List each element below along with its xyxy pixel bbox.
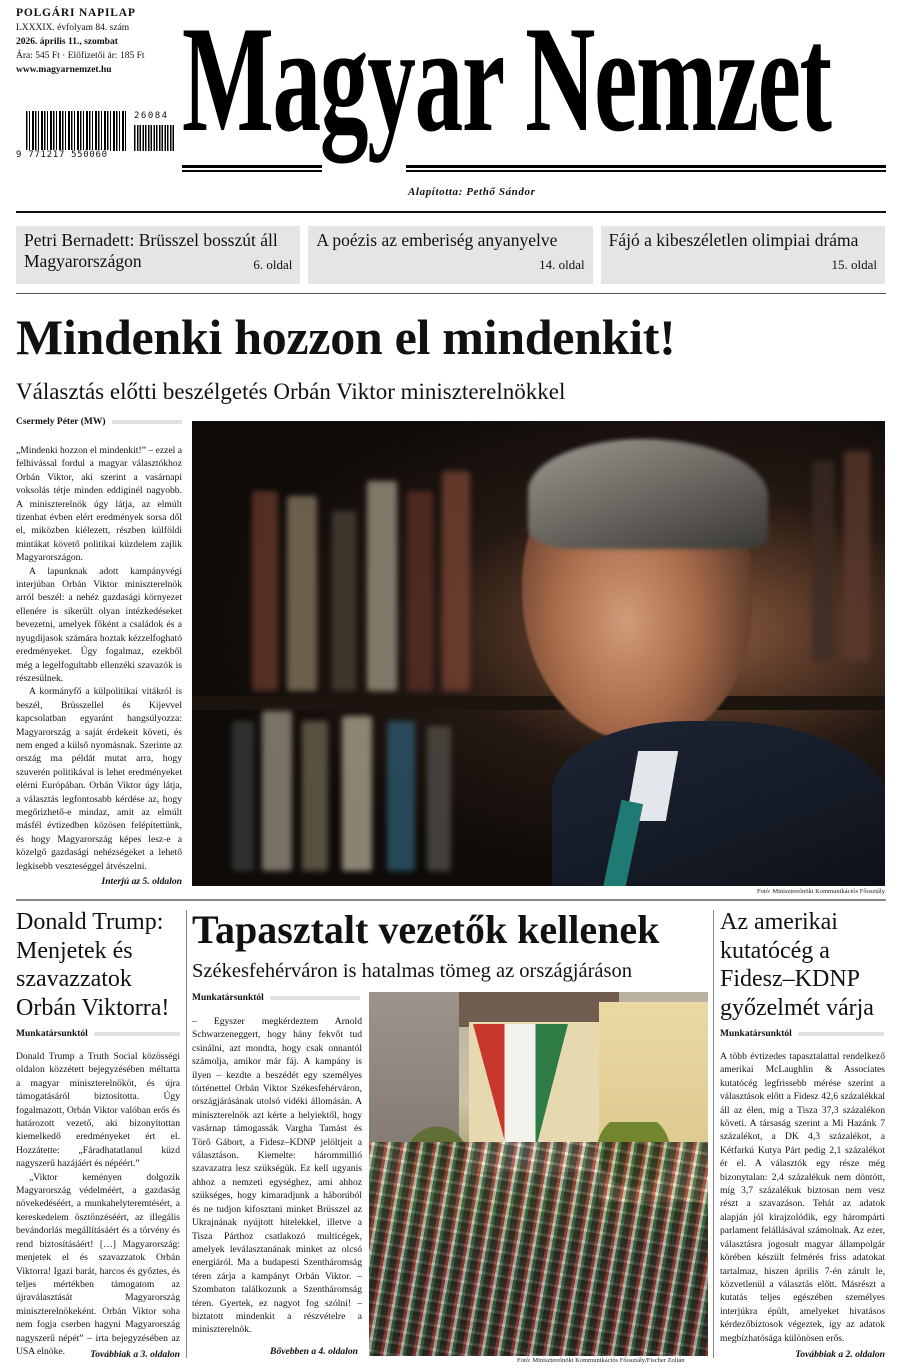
left-continuation-link[interactable]: Továbbiak a 3. oldalon (90, 1349, 180, 1360)
barcode-ean: 9 771217 550060 (16, 150, 108, 160)
crowd-photo (369, 992, 708, 1356)
photo-book (252, 491, 278, 691)
right-story-headline: Az amerikai kutatócég a Fidesz–KDNP győzelmét várja (720, 909, 874, 1021)
photo-book (387, 721, 415, 871)
photo-book (442, 471, 470, 691)
barcode (16, 111, 171, 159)
byline-bar (798, 1032, 884, 1036)
center-byline-row (192, 993, 360, 1003)
column-divider (186, 910, 187, 1358)
teaser-title: Fájó a kibeszéletlen olimpiai dráma (608, 230, 859, 250)
teaser-rule (16, 293, 886, 294)
paper-type: POLGÁRI NAPILAP (16, 7, 136, 19)
nameplate (182, 0, 886, 167)
crowd-photo-credit: Fotó: Miniszterelnöki Kommunikációs Főosztály/Fischer Zoltán (517, 1357, 685, 1364)
lead-paragraph: A kormányfő a külpolitikai vitákról is beszél, Brüsszellel és Kijevvel kapcsolatban egyaránt hangsúlyozza: Magyarország a saját érdekeit követi, és nem enged a külső nyomásnak. Szerinte az ország ma példát mutat arra, hogy szuverén politikával is lehet eredményeket elérni Európában. Orbán Viktor úgy látja, a választás legfontosabb kérdése az, hogy megőrizhető-e mindaz, amit az elmúlt másfél évtizedben közösen felépítettünk, és hogy Magyarország képes lesz-e a közelgő gazdasági nehézségeket a lehető legkisebb veszteséggel átvészelni. (16, 686, 182, 872)
left-paragraph: Donald Trump a Truth Social közösségi oldalon közzétett bejegyzésében méltatta a magyar miniszterelnököt, és újra támogatásáról biztosította. Úgy fogalmazott, Orbán Viktor valóban erős és határozott vezető, aki bizonyítottan kiemelkedő eredményeket ért el. Hozzátette: „Fáradhatatlanul küzd nagyszerű hazájáért és népéért.” (16, 1051, 180, 1170)
center-story-body (192, 1015, 362, 1337)
masthead-bottom-rule (16, 211, 886, 213)
photo-book (342, 716, 372, 871)
lead-bottom-rule (16, 899, 886, 901)
issue-date: 2026. április 11., szombat (16, 37, 118, 47)
barcode-addon: 26084 (134, 111, 169, 121)
lead-continuation-link[interactable]: Interjú az 5. oldalon (101, 876, 182, 887)
photo-building (369, 992, 459, 1142)
lead-byline: Csermely Péter (MW) (16, 417, 106, 427)
barcode-addon-bars (134, 125, 174, 151)
founder-line: Alapította: Pethő Sándor (408, 186, 536, 198)
column-divider (713, 910, 714, 1358)
center-story-deck: Székesfehérváron is hatalmas tömeg az országjáráson (192, 960, 632, 982)
volume-number: LXXXIX. évfolyam 84. szám (16, 23, 130, 33)
lead-photo-credit: Fotó: Miniszterelnöki Kommunikációs Főosztály (756, 888, 885, 895)
byline-bar (94, 1032, 180, 1036)
teaser-item[interactable] (601, 226, 885, 284)
left-story-headline: Donald Trump: Menjetek és szavazzatok Orbán Viktorra! (16, 909, 170, 1021)
lead-paragraph: A lapunknak adott kampányvégi interjúban Orbán Viktor miniszterelnök arról beszél: a nehéz gazdasági környezet ellenére is sikerült olyan intézkedéseket bevezetni, amelyek főként a családok és a nyugdíjasok számára hoztak kézzelfogható eredményeket. Úgy fogalmaz, ezekből még a legelfogultabb ellenzéki szavazók is részesülnek. (16, 565, 182, 684)
teaser-page: 14. oldal (539, 257, 585, 272)
center-byline: Munkatársunktól (192, 993, 264, 1003)
right-byline-row (720, 1029, 884, 1039)
website-link[interactable]: www.magyarnemzet.hu (16, 65, 112, 75)
teaser-item[interactable] (308, 226, 592, 284)
left-story-body (16, 1050, 180, 1358)
right-paragraph: A több évtizedes tapasztalattal rendelkező amerikai McLaughlin & Associates kutatócég legfrissebb mérése szerint a választások előtt a Fidesz 42,6 százalékkal áll az élen, míg a Tisza 37,3 százalékon követi. A társaság szerint a Mi Hazánk 7 százalékot, a DK 4,3 százalékot, a Kétfarkú Kutya Párt pedig 2,1 százalékot ér el. A választók egy része még bizonytalan: 2,4 százalékuk nem döntött, míg 3,7 százalékuk biztosan nem vesz részt a szavazáson. Tehát az adatok alapján jól kirajzolódik, egy hárompárti parlament felállásával számolnak. Az ezer, választásra jogosult magyar állampolgár körében készült felmérés friss adatokat tartalmaz, hiszen április 7-én zárult le, közvetlenül a választás előtt. Másrészt a kutatás teljes egészében személyes interjúkra épült, amelyeket hivatásos kérdezőbiztosok végeztek, így az adatok megbízhatósága különösen erős. (720, 1051, 885, 1344)
photo-book (812, 461, 834, 661)
center-paragraph: – Egyszer megkérdeztem Arnold Schwarzeneggert, hogy hány fekvőt tud csinálni, azt mondta, hogy csak onnantól számolja, amikor már fáj. A kampány is ilyen – kezdte a beszédét egy személyes történettel Orbán Viktor Székesfehérváron, országjárásának utolsó vidéki állomásán. A miniszterelnök azt kérte a helyiektől, hogy vasárnap támogassák Vargha Tamást és Törő Gábort, a Fidesz–KDNP jelöltjeit a választáson. Kiemelte: hárommillió szavazatra lesz szükségük. Ez kell ugyanis ahhoz a nemzeti egységhez, ami ahhoz szükséges, hogy kimaradjunk a háborúból és ne tudjon kifosztani minket Brüsszel az Ukrajnának nyújtott hitelekkel, illetve a Tisza Párthoz csatlakozó multicégek, amelyek leválasztanának minket az olcsó energiáról. Ma a budapesti Szentháromság téren zárja a kampányt Orbán Viktor. – Szombaton találkozunk a Szentháromság téren. Gyertek, ez nagyot fog szólni! – biztatott mindenkit a részvételre a miniszterelnök. (192, 1016, 362, 1336)
teaser-page: 6. oldal (253, 257, 293, 272)
photo-book (232, 721, 254, 871)
photo-book (287, 496, 317, 691)
newspaper-title: Magyar Nemzet (182, 0, 831, 163)
teaser-title: Petri Bernadett: Brüsszel bosszút áll Magyarországon (24, 230, 278, 271)
lead-byline-row (16, 417, 182, 427)
barcode-bars (26, 111, 126, 151)
masthead-rule-right (406, 165, 886, 172)
teaser-title: A poézis az emberiség anyanyelve (316, 230, 558, 250)
masthead-meta (16, 6, 176, 77)
left-byline-row (16, 1029, 180, 1039)
photo-shelf (192, 696, 885, 710)
byline-bar (270, 996, 360, 1000)
price: Ára: 545 Ft · Előfizetői ár: 185 Ft (16, 51, 145, 61)
lead-photo (192, 421, 885, 886)
photo-book (407, 491, 433, 691)
lead-body (16, 444, 182, 873)
photo-book (262, 711, 292, 871)
center-story-headline: Tapasztalt vezetők kellenek (192, 907, 660, 952)
masthead-rule-left (182, 165, 322, 172)
lead-headline: Mindenki hozzon el mindenkit! (16, 309, 676, 365)
right-byline: Munkatársunktól (720, 1029, 792, 1039)
photo-book (332, 511, 356, 691)
photo-subject-suit (552, 721, 885, 886)
right-story-body (720, 1050, 885, 1345)
right-continuation-link[interactable]: Továbbiak a 2. oldalon (795, 1349, 885, 1360)
left-byline: Munkatársunktól (16, 1029, 88, 1039)
teaser-page: 15. oldal (831, 257, 877, 272)
photo-book (427, 726, 451, 871)
teaser-bar (16, 226, 885, 284)
photo-book (367, 481, 397, 691)
lead-paragraph: „Mindenki hozzon el mindenkit!” – ezzel a felhívással fordul a magyar választókhoz Orbán Viktor, aki szerint a vasárnapi voksolás tétje minden eddiginél nagyobb. A miniszterelnök úgy látja, az elmúlt tizenhat évben elért eredmények sorsa dől el, miközben kiélezett, részben külföldi mintákat követő politikai küzdelem zajlik Magyarországon. (16, 445, 182, 564)
photo-subject-hair (528, 439, 768, 549)
center-continuation-link[interactable]: Bővebben a 4. oldalon (270, 1346, 358, 1357)
photo-book (844, 451, 870, 661)
photo-crowd (369, 1142, 708, 1356)
teaser-item[interactable] (16, 226, 300, 284)
lead-deck: Választás előtti beszélgetés Orbán Viktor miniszterelnökkel (16, 379, 566, 404)
photo-book (302, 721, 328, 871)
left-paragraph: „Viktor keményen dolgozik Magyarország védelméért, a gazdaság növekedéséért, a munkahelyteremtésért, a kereskedelem ösztönzéséért, az illegális bevándorlás megállításáért és a törvény és rend biztosításáért! […] Magyarország: menjetek el és szavazzatok Orbán Viktorra! Igazi barát, harcos és győztes, és teljes mértékben támogatom az újraválasztását Magyarország miniszterelnökeként. Orbán Viktor soha nem fogja cserben hagyni Magyarország nagyszerű népét” – írta bejegyzésében az USA elnöke. (16, 1171, 180, 1357)
byline-bar (112, 420, 183, 424)
